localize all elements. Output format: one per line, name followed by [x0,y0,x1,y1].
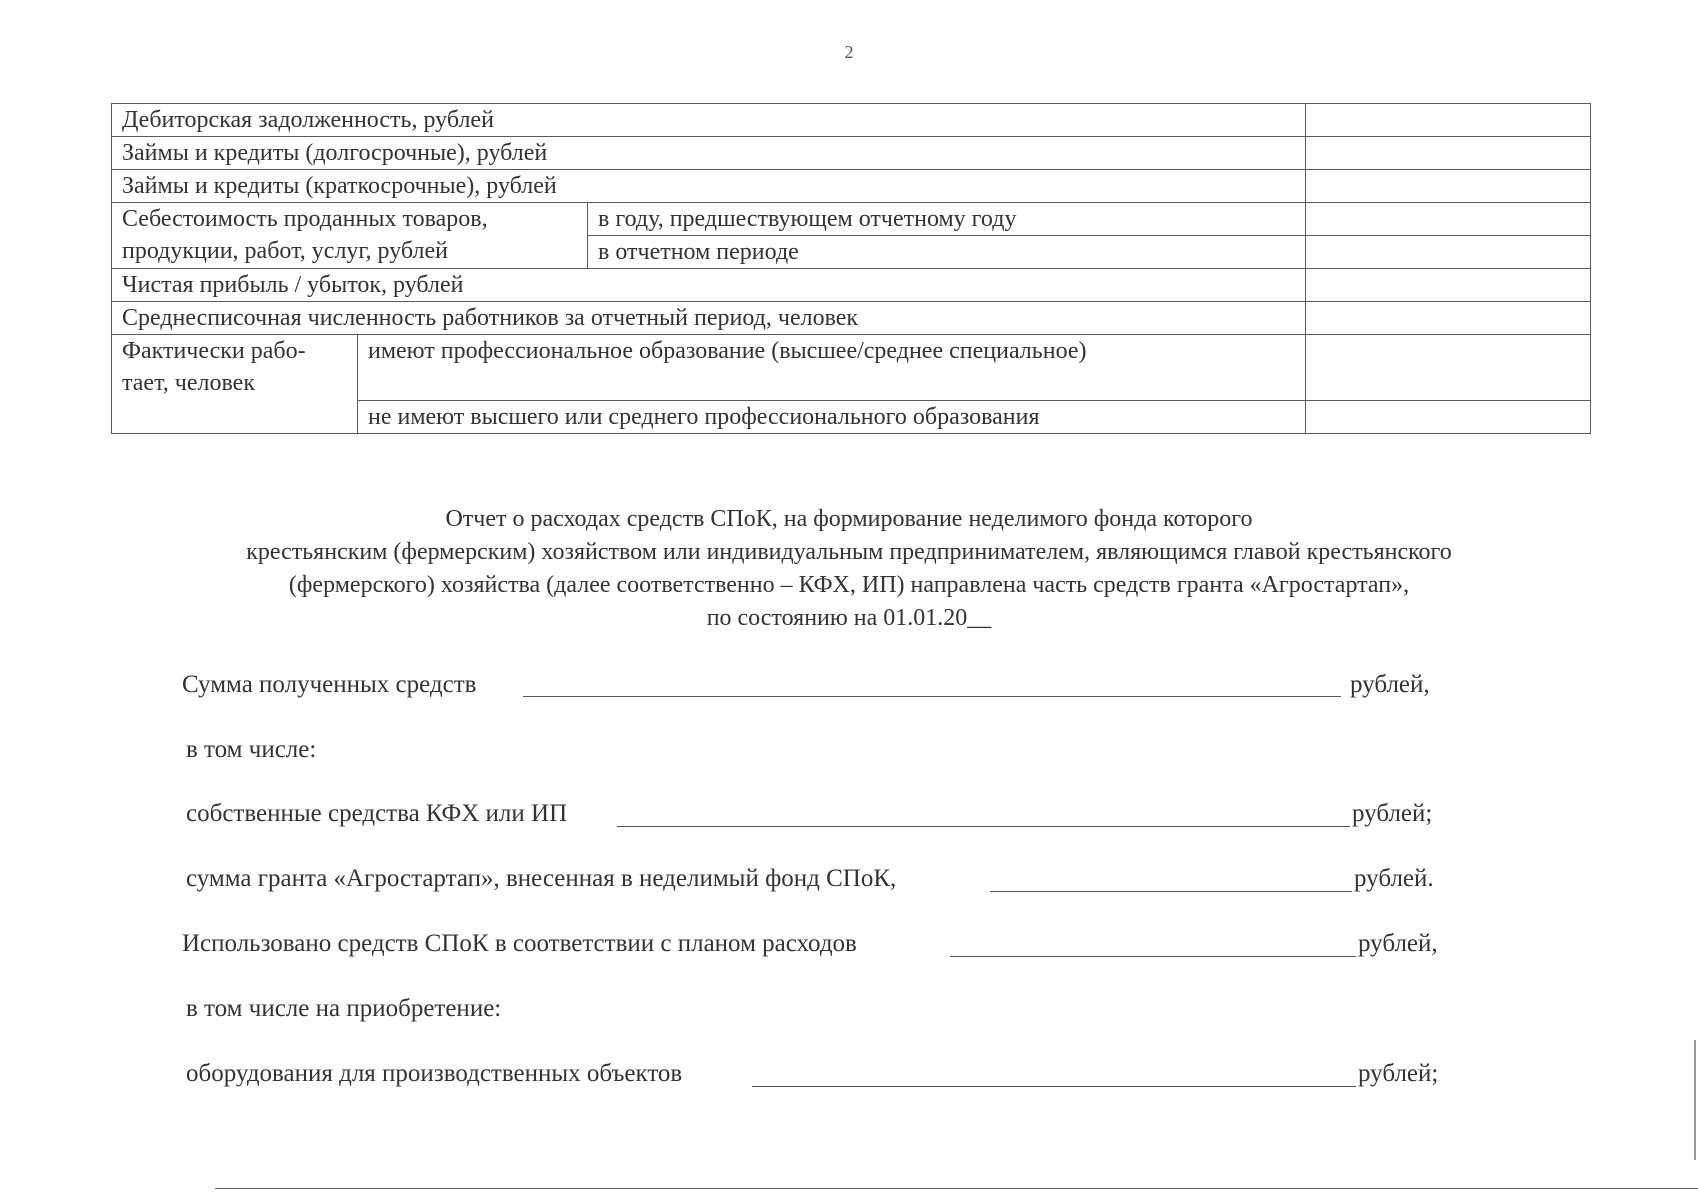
row-label-receivables: Дебиторская задолженность, рублей [112,104,1306,137]
row-label-average-headcount: Среднесписочная численность работников за отчетный период, человек [112,302,1306,335]
scan-edge-mark [1694,1040,1696,1160]
value-cell [1306,401,1591,434]
own-funds-label: собственные средства КФХ или ИП [186,800,568,827]
received-label: Сумма полученных средств [182,671,477,698]
row-sub-reporting-period: в отчетном периоде [588,236,1306,269]
table-row [112,269,1591,302]
equipment-suffix: рублей; [1358,1060,1439,1087]
value-cell [1306,335,1591,401]
including-label: в том числе: [186,736,317,763]
value-cell [1306,137,1591,170]
value-cell [1306,170,1591,203]
equipment-label: оборудования для производственных объектов [186,1060,683,1087]
received-blank[interactable] [523,696,1341,697]
grant-blank[interactable] [990,891,1352,892]
bottom-rule [215,1188,1698,1189]
financial-indicators-table [111,103,1591,434]
row-sub-with-education: имеют профессиональное образование (высшее/среднее специальное) [358,335,1306,401]
table-row [112,137,1591,170]
table-row [112,170,1591,203]
value-cell [1306,104,1591,137]
table-row [112,104,1591,137]
value-cell [1306,302,1591,335]
received-suffix: рублей, [1350,671,1430,698]
title-line: по состоянию на 01.01.20__ [706,605,992,631]
equipment-blank[interactable] [752,1086,1356,1087]
table-row [112,302,1591,335]
grant-suffix: рублей. [1354,865,1434,892]
own-funds-suffix: рублей; [1352,800,1433,827]
value-cell [1306,203,1591,236]
row-label-net-profit: Чистая прибыль / убыток, рублей [112,269,1306,302]
own-funds-blank[interactable] [617,826,1350,827]
report-title [0,503,1698,635]
title-line: Отчет о расходах средств СПоК, на формирование неделимого фонда которого [445,506,1253,532]
row-sub-previous-year: в году, предшествующем отчетному году [588,203,1306,236]
row-group-actually-working: Фактически рабо-тает, человек [112,335,358,434]
table-row [112,203,1591,236]
used-suffix: рублей, [1358,930,1438,957]
grant-label: сумма гранта «Агростартап», внесенная в неделимый фонд СПоК, [186,865,897,892]
row-label-long-term-loans: Займы и кредиты (долгосрочные), рублей [112,137,1306,170]
value-cell [1306,236,1591,269]
value-cell [1306,269,1591,302]
including-purchase-label: в том числе на приобретение: [186,995,502,1022]
page-number: 2 [844,42,854,62]
row-sub-without-education: не имеют высшего или среднего профессионального образования [358,401,1306,434]
title-line: крестьянским (фермерским) хозяйством или индивидуальным предпринимателем, являющимся главой крестьянского [246,539,1452,565]
row-label-short-term-loans: Займы и кредиты (краткосрочные), рублей [112,170,1306,203]
used-label: Использовано средств СПоК в соответствии с планом расходов [182,930,857,957]
title-line: (фермерского) хозяйства (далее соответственно – КФХ, ИП) направлена часть средств гранта «Агростартап», [288,572,1410,598]
used-blank[interactable] [950,956,1356,957]
row-group-cost-of-sales: Себестоимость проданных товаров, продукции, работ, услуг, рублей [112,203,588,269]
table-row [112,335,1591,401]
